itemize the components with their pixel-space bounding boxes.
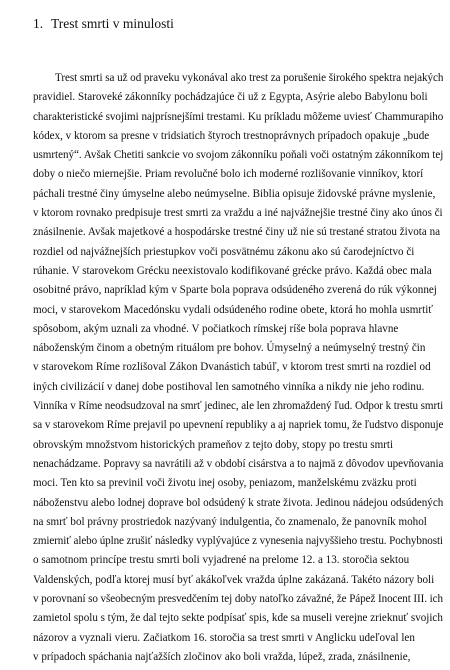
text-line: charakteristické svojimi najprísnejšími trestami. Ku príkladu môžeme uviesť Chammurapiho bbox=[33, 110, 443, 123]
section-title: Trest smrti v minulosti bbox=[51, 16, 174, 31]
text-line: moci. Ten kto sa previnil voči životu inej osoby, peniazom, manželskému zväzku proti bbox=[33, 477, 417, 490]
text-line: znásilnenie. Avšak majetkové a hospodárske trestné činy už nie sú trestané stratou života na bbox=[33, 226, 441, 239]
text-line: Trest smrti sa už od praveku vykonával ako trest za porušenie širokého spektra nejakých bbox=[55, 72, 443, 84]
text-line: v starovekom Ríme rozlišoval Zákon Dvanástich tabúľ, v ktorom trest smrti na rozdiel od bbox=[33, 361, 431, 374]
text-line: nenachádzame. Popravy sa navrátili až v období cisárstva a to najmä z dôvodov upevňovania bbox=[33, 457, 443, 470]
text-line: zamietol spolu s tým, že dal tejto sekte podpísať spis, kde sa museli verejne zrieknuť svojich bbox=[33, 612, 443, 625]
text-line: Valdenských, podľa ktorej musí byť akákoľvek vražda úplne zakázaná. Takéto názory boli bbox=[33, 573, 435, 586]
text-line: náboženským činom a obetným rituálom pre bohov. Úmyselný a neúmyselný trestný čin bbox=[33, 342, 426, 355]
text-line: pravidiel. Staroveké zákonníky pochádzajúce či už z Egypta, Asýrie alebo Babylonu boli bbox=[33, 91, 428, 104]
text-line: usmrtený“. Avšak Chetiti sankcie vo svojom zákonníku poňali voči ostatným zákonníkom tej bbox=[33, 149, 443, 162]
text-line: o samotnom princípe trestu smrti boli vyjadrené na prelome 12. a 13. storočia sektou bbox=[33, 554, 410, 567]
text-line: páchali trestné činy úmyselne alebo neúmyselne. Biblia opisuje židovské právne myslenie, bbox=[33, 187, 436, 200]
text-line: na smrť bol právny prostriedok nazývaný indulgentia, čo znamenalo, že panovník mohol bbox=[33, 515, 427, 528]
text-line: v porovnaní so všeobecným presvedčením tej doby natoľko závažné, že Pápež Inocent III. ich bbox=[33, 593, 443, 606]
text-line: moci, v starovekom Macedónsku vydali odsúdeného rodine obete, ktorá ho mohla usmrtiť bbox=[33, 303, 434, 316]
text-line: sa v starovekom Ríme prejavil po upevnení republiky a aj napriek tomu, že ľudstvo disponuje bbox=[33, 419, 443, 432]
text-line: rozdiel od najvážnejších priestupkov voči posvätnému zákonu ako sú čarodejníctvo či bbox=[33, 245, 415, 258]
text-line: iných civilizácií v danej dobe postihoval len samotného vinníka a nikdy nie jeho rodinu. bbox=[33, 380, 425, 393]
text-line: zmierniť alebo úplne zrušiť následky vyplývajúce z vynesenia najvyššieho trestu. Pochybnosti bbox=[33, 535, 443, 548]
text-line: náboženstvu alebo lodnej doprave bol odsúdený k strate života. Jedinou nádejou odsúdených bbox=[33, 496, 443, 509]
text-line: v prípadoch spáchania najťažších zločinov ako boli vražda, lúpež, zrada, znásilnenie, bbox=[33, 650, 411, 663]
text-line: doby o niečo miernejšie. Priam revolučné bolo ich moderné rozlišovanie vinníkov, ktorí bbox=[33, 168, 424, 181]
text-line: v ktorom rovnako predpisuje trest smrti za vraždu a iné najvážnejšie trestné činy ako únos či bbox=[33, 207, 443, 220]
text-line: Vinníka v Ríme neodsudzoval na smrť jedinec, ale len zhromaždený ľud. Odpor k trestu smrti bbox=[33, 400, 443, 413]
text-line: obrovským množstvom historických prameňov z tejto doby, stopy po trestu smrti bbox=[33, 438, 394, 451]
text-line: spôsobom, akým uznali za vhodné. V počiatkoch rímskej ríše bola poprava hlavne bbox=[33, 322, 399, 335]
text-line: osobitné právo, napríklad kým v Sparte bola poprava odsúdeného zverená do rúk výkonnej bbox=[33, 284, 437, 297]
text-line: kódex, v ktorom sa presne v tridsiatich štyroch trestnoprávnych prípadoch opakuje „bude bbox=[33, 129, 430, 142]
text-line: rúhanie. V starovekom Grécku neexistovalo kodifikované grécke právo. Každá obec mala bbox=[33, 264, 432, 277]
text-line: názorov a vyznali vieru. Začiatkom 16. storočia sa trest smrti v Anglicku udeľoval len bbox=[33, 631, 415, 644]
section-number: 1. bbox=[33, 16, 44, 31]
section-heading bbox=[33, 15, 174, 33]
body-text bbox=[33, 69, 443, 667]
